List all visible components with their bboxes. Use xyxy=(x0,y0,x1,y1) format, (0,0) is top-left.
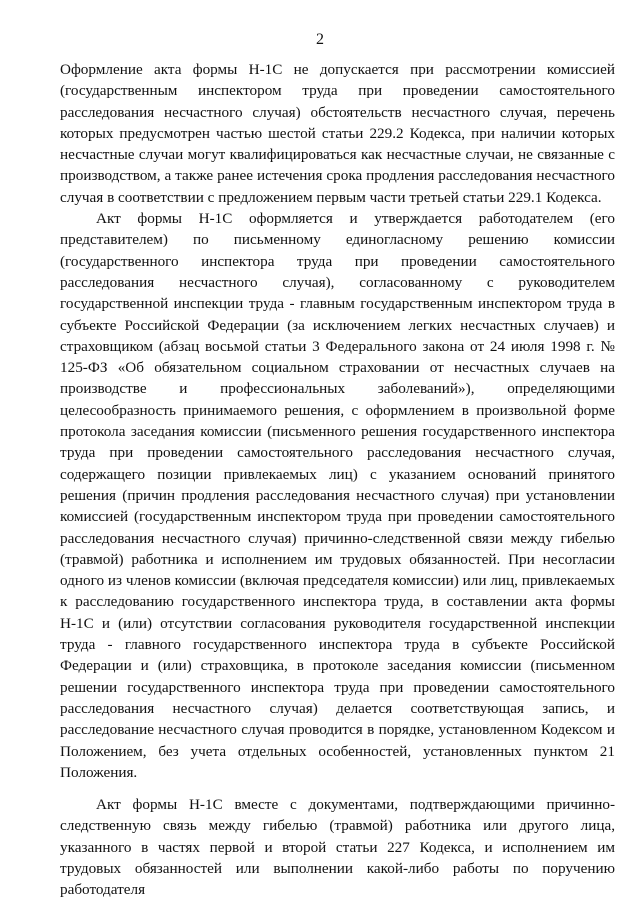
paragraph-3: Акт формы Н-1С вместе с документами, подтверждающими причинно-следственную связь между гибелью (травмой) работника или другого лица, указанного в частях первой и второй статьи 227 Кодекса, и исполнением им трудовых обязанностей или выполнении какой-либо работы по поручению работодателя xyxy=(60,796,615,899)
document-body xyxy=(60,59,615,901)
paragraph-1: Оформление акта формы Н-1С не допускается при рассмотрении комиссией (государственным инспектором труда при проведении самостоятельного расследования несчастного случая) обстоятельств несчастного случая, перечень которых предусмотрен частью шестой статьи 229.2 Кодекса, при наличии которых несчастные случаи могут квалифицироваться как несчастные случаи, не связанные с производством, а также ранее истечения срока продления расследования несчастного случая в соответствии с предложением первым части третьей статьи 229.1 Кодекса. xyxy=(60,61,615,206)
page-number: 2 xyxy=(316,31,324,48)
paragraph-2: Акт формы Н-1С оформляется и утверждается работодателем (его представителем) по письменному единогласному решению комиссии (государственного инспектора труда при проведении самостоятельного расследования несчастного случая), согласованному с руководителем государственной инспекции труда - главным государственным инспектором труда в субъекте Российской Федерации (за исключением легких несчастных случаев) и страховщиком (абзац восьмой статьи 3 Федерального закона от 24 июля 1998 г. № 125-ФЗ «Об обязательном социальном страховании от несчастных случаев на производстве и профессиональных заболеваний»), определяющими целесообразность принимаемого решения, с оформлением в произвольной форме протокола заседания комиссии (письменного решения государственного инспектора труда при проведении самостоятельного расследования несчастного случая, содержащего позиции привлекаемых лиц) с указанием оснований принятого решения (причин продления расследования несчастного случая) при установлении комиссией (государственным инспектором труда при проведении самостоятельного расследования несчастного случая) причинно-следственной связи между гибелью (травмой) работника и исполнением им трудовых обязанностей. При несогласии одного из членов комиссии (включая председателя комиссии) или лиц, привлекаемых к расследованию государственного инспектора труда, в составлении акта формы Н-1С и (или) отсутствии согласования руководителя государственной инспекции труда - главного государственного инспектора труда в субъекте Российской Федерации и (или) страховщика, в протоколе заседания комиссии (письменном решении государственного инспектора труда при проведении самостоятельного расследования несчастного случая) делается соответствующая запись, и расследование несчастного случая проводится в порядке, установленном Кодексом и Положением, без учета отдельных особенностей, установленных пунктом 21 Положения. xyxy=(60,210,615,781)
